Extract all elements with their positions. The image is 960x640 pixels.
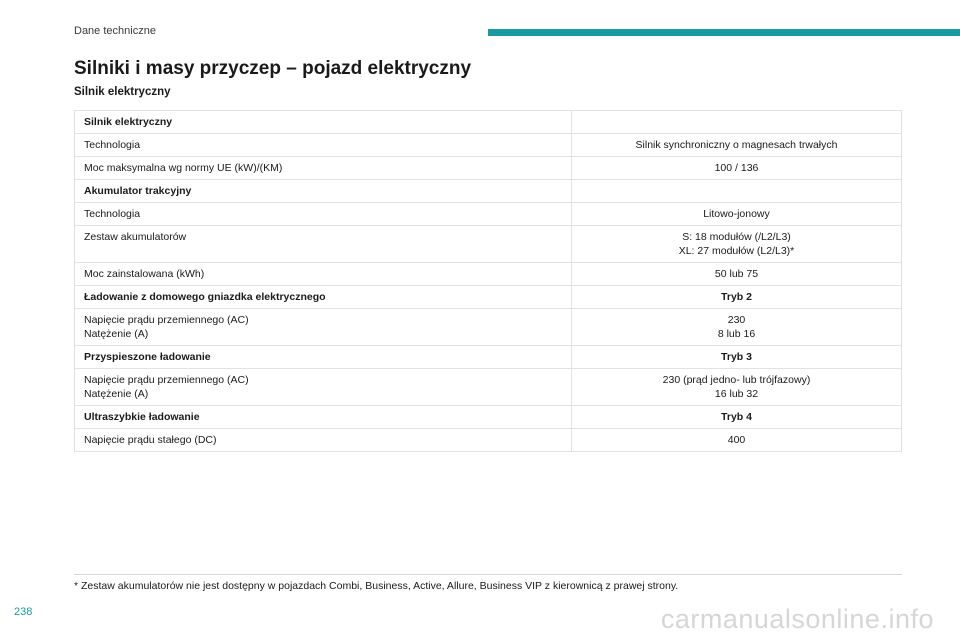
row-value: 400: [572, 429, 902, 452]
section-header: Dane techniczne: [74, 25, 156, 37]
page-title: Silniki i masy przyczep – pojazd elektryczny: [74, 58, 472, 79]
table-row: [75, 286, 902, 309]
row-label: Technologia: [75, 134, 572, 157]
footnote: * Zestaw akumulatorów nie jest dostępny w pojazdach Combi, Business, Active, Allure, Business VIP z kierownicą z prawej strony.: [74, 580, 679, 592]
spec-table: [74, 110, 902, 452]
row-value: Silnik synchroniczny o magnesach trwałych: [572, 134, 902, 157]
table-row: [75, 406, 902, 429]
table-row: [75, 346, 902, 369]
table-row: [75, 369, 902, 406]
page-number: 238: [14, 606, 33, 618]
row-value: [572, 111, 902, 134]
table-row: [75, 309, 902, 346]
row-label: Ultraszybkie ładowanie: [75, 406, 572, 429]
table-row: [75, 134, 902, 157]
row-label: Moc zainstalowana (kWh): [75, 263, 572, 286]
table-row: [75, 226, 902, 263]
watermark: carmanualsonline.info: [660, 604, 934, 634]
table-row: [75, 429, 902, 452]
footnote-divider: [74, 574, 902, 575]
table-row: [75, 263, 902, 286]
row-value: Tryb 2: [572, 286, 902, 309]
row-value: 50 lub 75: [572, 263, 902, 286]
section-subtitle: Silnik elektryczny: [74, 86, 171, 98]
row-value: 100 / 136: [572, 157, 902, 180]
row-value: Litowo-jonowy: [572, 203, 902, 226]
row-label: Napięcie prądu stałego (DC): [75, 429, 572, 452]
table-row: [75, 111, 902, 134]
row-value: Tryb 4: [572, 406, 902, 429]
row-label: Moc maksymalna wg normy UE (kW)/(KM): [75, 157, 572, 180]
row-label: Technologia: [75, 203, 572, 226]
row-label: Zestaw akumulatorów: [75, 226, 572, 263]
row-value: [572, 180, 902, 203]
row-label: Napięcie prądu przemiennego (AC) Natężenie (A): [75, 369, 572, 406]
table-row: [75, 157, 902, 180]
row-value: 230 8 lub 16: [572, 309, 902, 346]
row-label: Akumulator trakcyjny: [75, 180, 572, 203]
row-value: 230 (prąd jedno- lub trójfazowy) 16 lub 32: [572, 369, 902, 406]
row-label: Ładowanie z domowego gniazdka elektrycznego: [75, 286, 572, 309]
table-row: [75, 180, 902, 203]
row-label: Napięcie prądu przemiennego (AC) Natężenie (A): [75, 309, 572, 346]
table-row: [75, 203, 902, 226]
accent-bar: [488, 29, 960, 36]
row-value: S: 18 modułów (/L2/L3) XL: 27 modułów (L2/L3)*: [572, 226, 902, 263]
row-label: Silnik elektryczny: [75, 111, 572, 134]
row-value: Tryb 3: [572, 346, 902, 369]
row-label: Przyspieszone ładowanie: [75, 346, 572, 369]
